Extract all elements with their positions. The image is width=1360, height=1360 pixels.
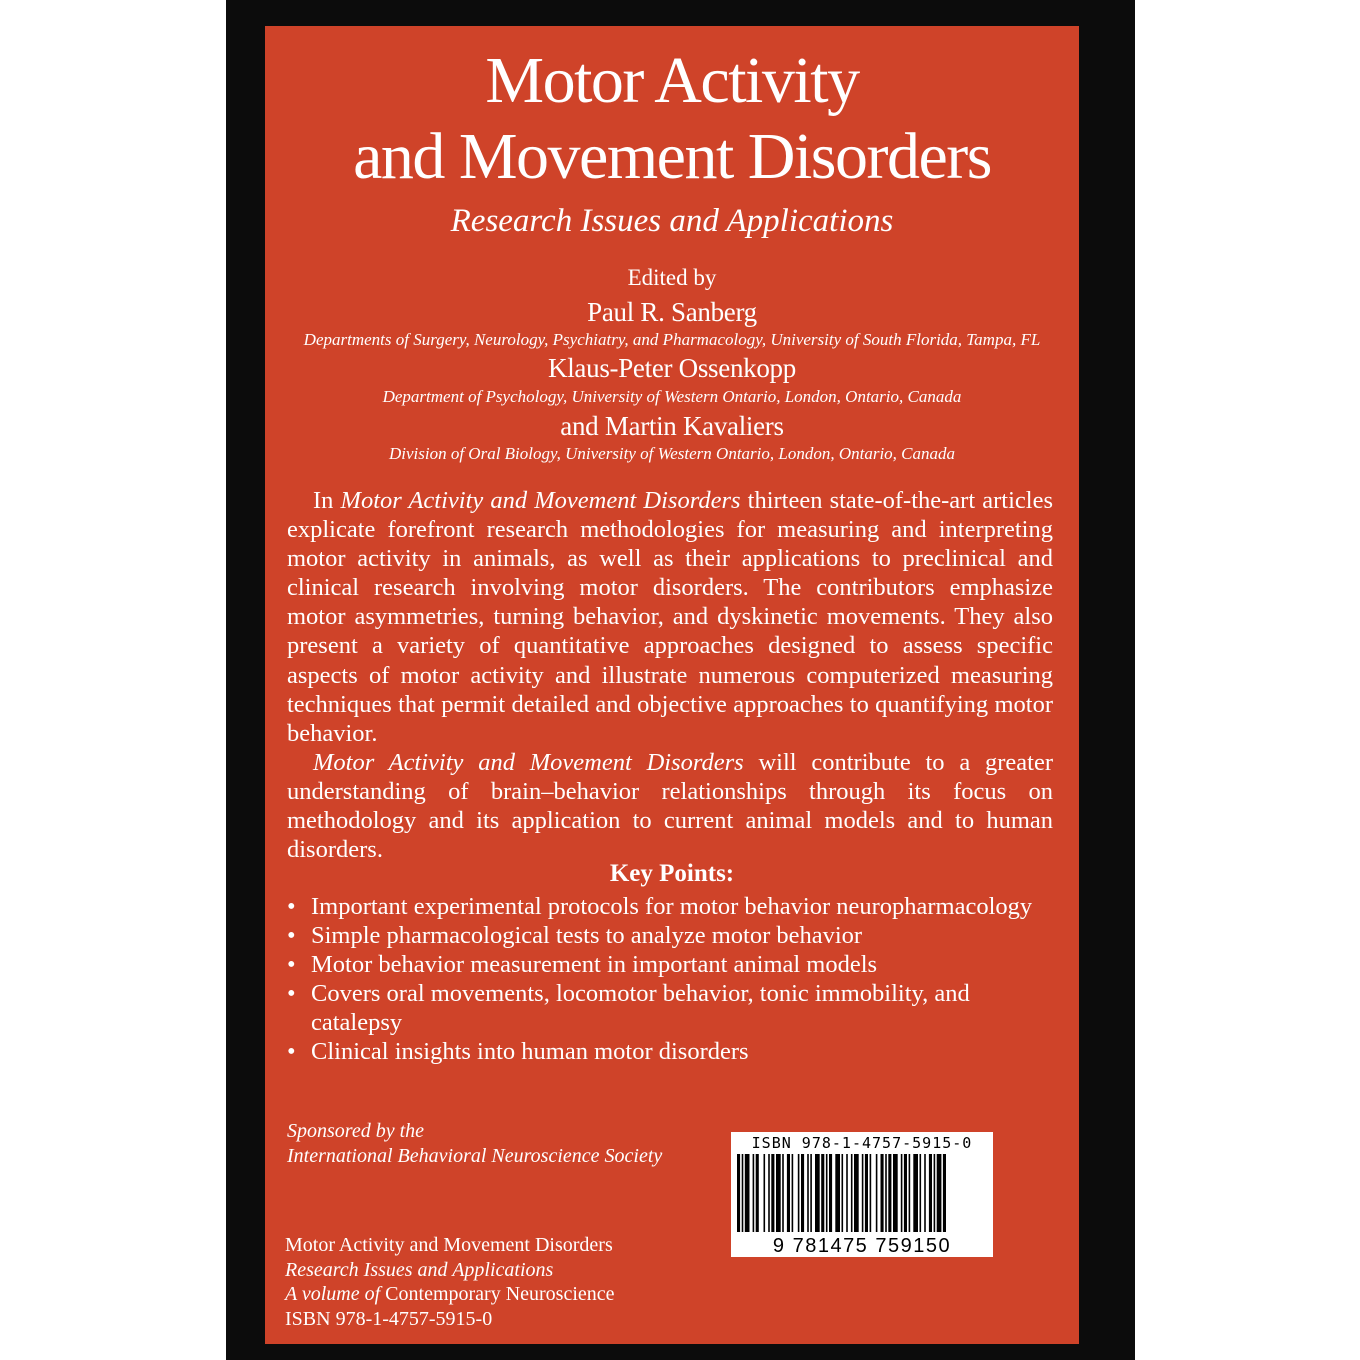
subtitle: Research Issues and Applications xyxy=(450,203,894,239)
key-point-item xyxy=(285,979,1065,1037)
description-text: will contribute to a greater understanding of brain–behavior relationships through its focus on methodology and its application to current animal models and to human disorders. xyxy=(287,748,1053,864)
footer-subtitle: Research Issues and Applications xyxy=(285,1258,554,1281)
editor-affiliation: Departments of Surgery, Neurology, Psychiatry, and Pharmacology, University of South Florida, Tampa, FL xyxy=(303,330,1041,349)
editor-name: Paul R. Sanberg xyxy=(587,297,757,327)
description-paragraph xyxy=(287,486,1053,748)
key-points-heading: Key Points: xyxy=(609,860,735,887)
footer-series-name: Contemporary Neuroscience xyxy=(385,1283,615,1305)
barcode-label xyxy=(731,1132,993,1257)
barcode-isbn: ISBN 978-1-4757-5915-0 xyxy=(751,1134,973,1152)
book-title-inline: Motor Activity and Movement Disorders xyxy=(340,487,741,514)
key-point-item xyxy=(285,1037,1065,1066)
sponsor-name: International Behavioral Neuroscience Society xyxy=(287,1145,663,1167)
bullet-icon: • xyxy=(287,922,296,949)
key-point-item xyxy=(285,892,1065,921)
key-point-text: Important experimental protocols for motor behavior neuropharmacology xyxy=(311,893,1033,920)
series-info xyxy=(285,1233,615,1331)
key-points-list xyxy=(285,892,1065,1066)
key-point-text: Covers oral movements, locomotor behavior, tonic immobility, and catalepsy xyxy=(311,980,970,1036)
description-text: thirteen state-of-the-art articles explicate forefront research methodologies for measuring and interpreting motor activity in animals, as well as their applications to preclinical and clinical research involving motor disorders. The contributors emphasize motor asymmetries, turning behavior, and dyskinetic movements. They also present a variety of quantitative approaches designed to assess specific aspects of motor activity and illustrate numerous computerized measuring techniques that permit detailed and objective approaches to quantifying motor behavior. xyxy=(287,487,1053,747)
barcode-icon xyxy=(737,1154,987,1234)
footer-isbn: ISBN 978-1-4757-5915-0 xyxy=(285,1307,493,1330)
sponsor-note xyxy=(287,1119,662,1169)
description-paragraph xyxy=(287,748,1053,864)
key-point-item xyxy=(285,921,1065,950)
edited-by-label: Edited by xyxy=(627,265,717,290)
sponsor-line: Sponsored by the xyxy=(287,1120,425,1142)
editor-affiliation: Department of Psychology, University of Western Ontario, London, Ontario, Canada xyxy=(382,387,962,406)
bullet-icon: • xyxy=(287,980,296,1007)
editor-affiliation: Division of Oral Biology, University of Western Ontario, London, Ontario, Canada xyxy=(388,444,956,463)
key-point-item xyxy=(285,950,1065,979)
title-line-1: Motor Activity xyxy=(485,44,859,117)
back-cover xyxy=(265,26,1079,1344)
editor-name: and Martin Kavaliers xyxy=(560,411,784,441)
barcode-digits: 9 781475 759150 xyxy=(772,1235,952,1257)
editor-name: Klaus-Peter Ossenkopp xyxy=(548,353,796,383)
title-line-2: and Movement Disorders xyxy=(353,120,991,193)
description-prefix: In xyxy=(313,487,341,514)
bullet-icon: • xyxy=(287,951,296,978)
footer-title: Motor Activity and Movement Disorders xyxy=(285,1234,613,1256)
key-point-text: Simple pharmacological tests to analyze motor behavior xyxy=(311,922,863,949)
key-point-text: Clinical insights into human motor disorders xyxy=(311,1038,749,1065)
footer-series xyxy=(285,1282,615,1307)
bullet-icon: • xyxy=(287,1038,296,1065)
bullet-icon: • xyxy=(287,893,296,920)
book-title-inline: Motor Activity and Movement Disorders xyxy=(313,748,744,776)
key-point-text: Motor behavior measurement in important animal models xyxy=(311,951,878,978)
footer-series-prefix: A volume of xyxy=(285,1283,386,1305)
description xyxy=(287,486,1053,864)
